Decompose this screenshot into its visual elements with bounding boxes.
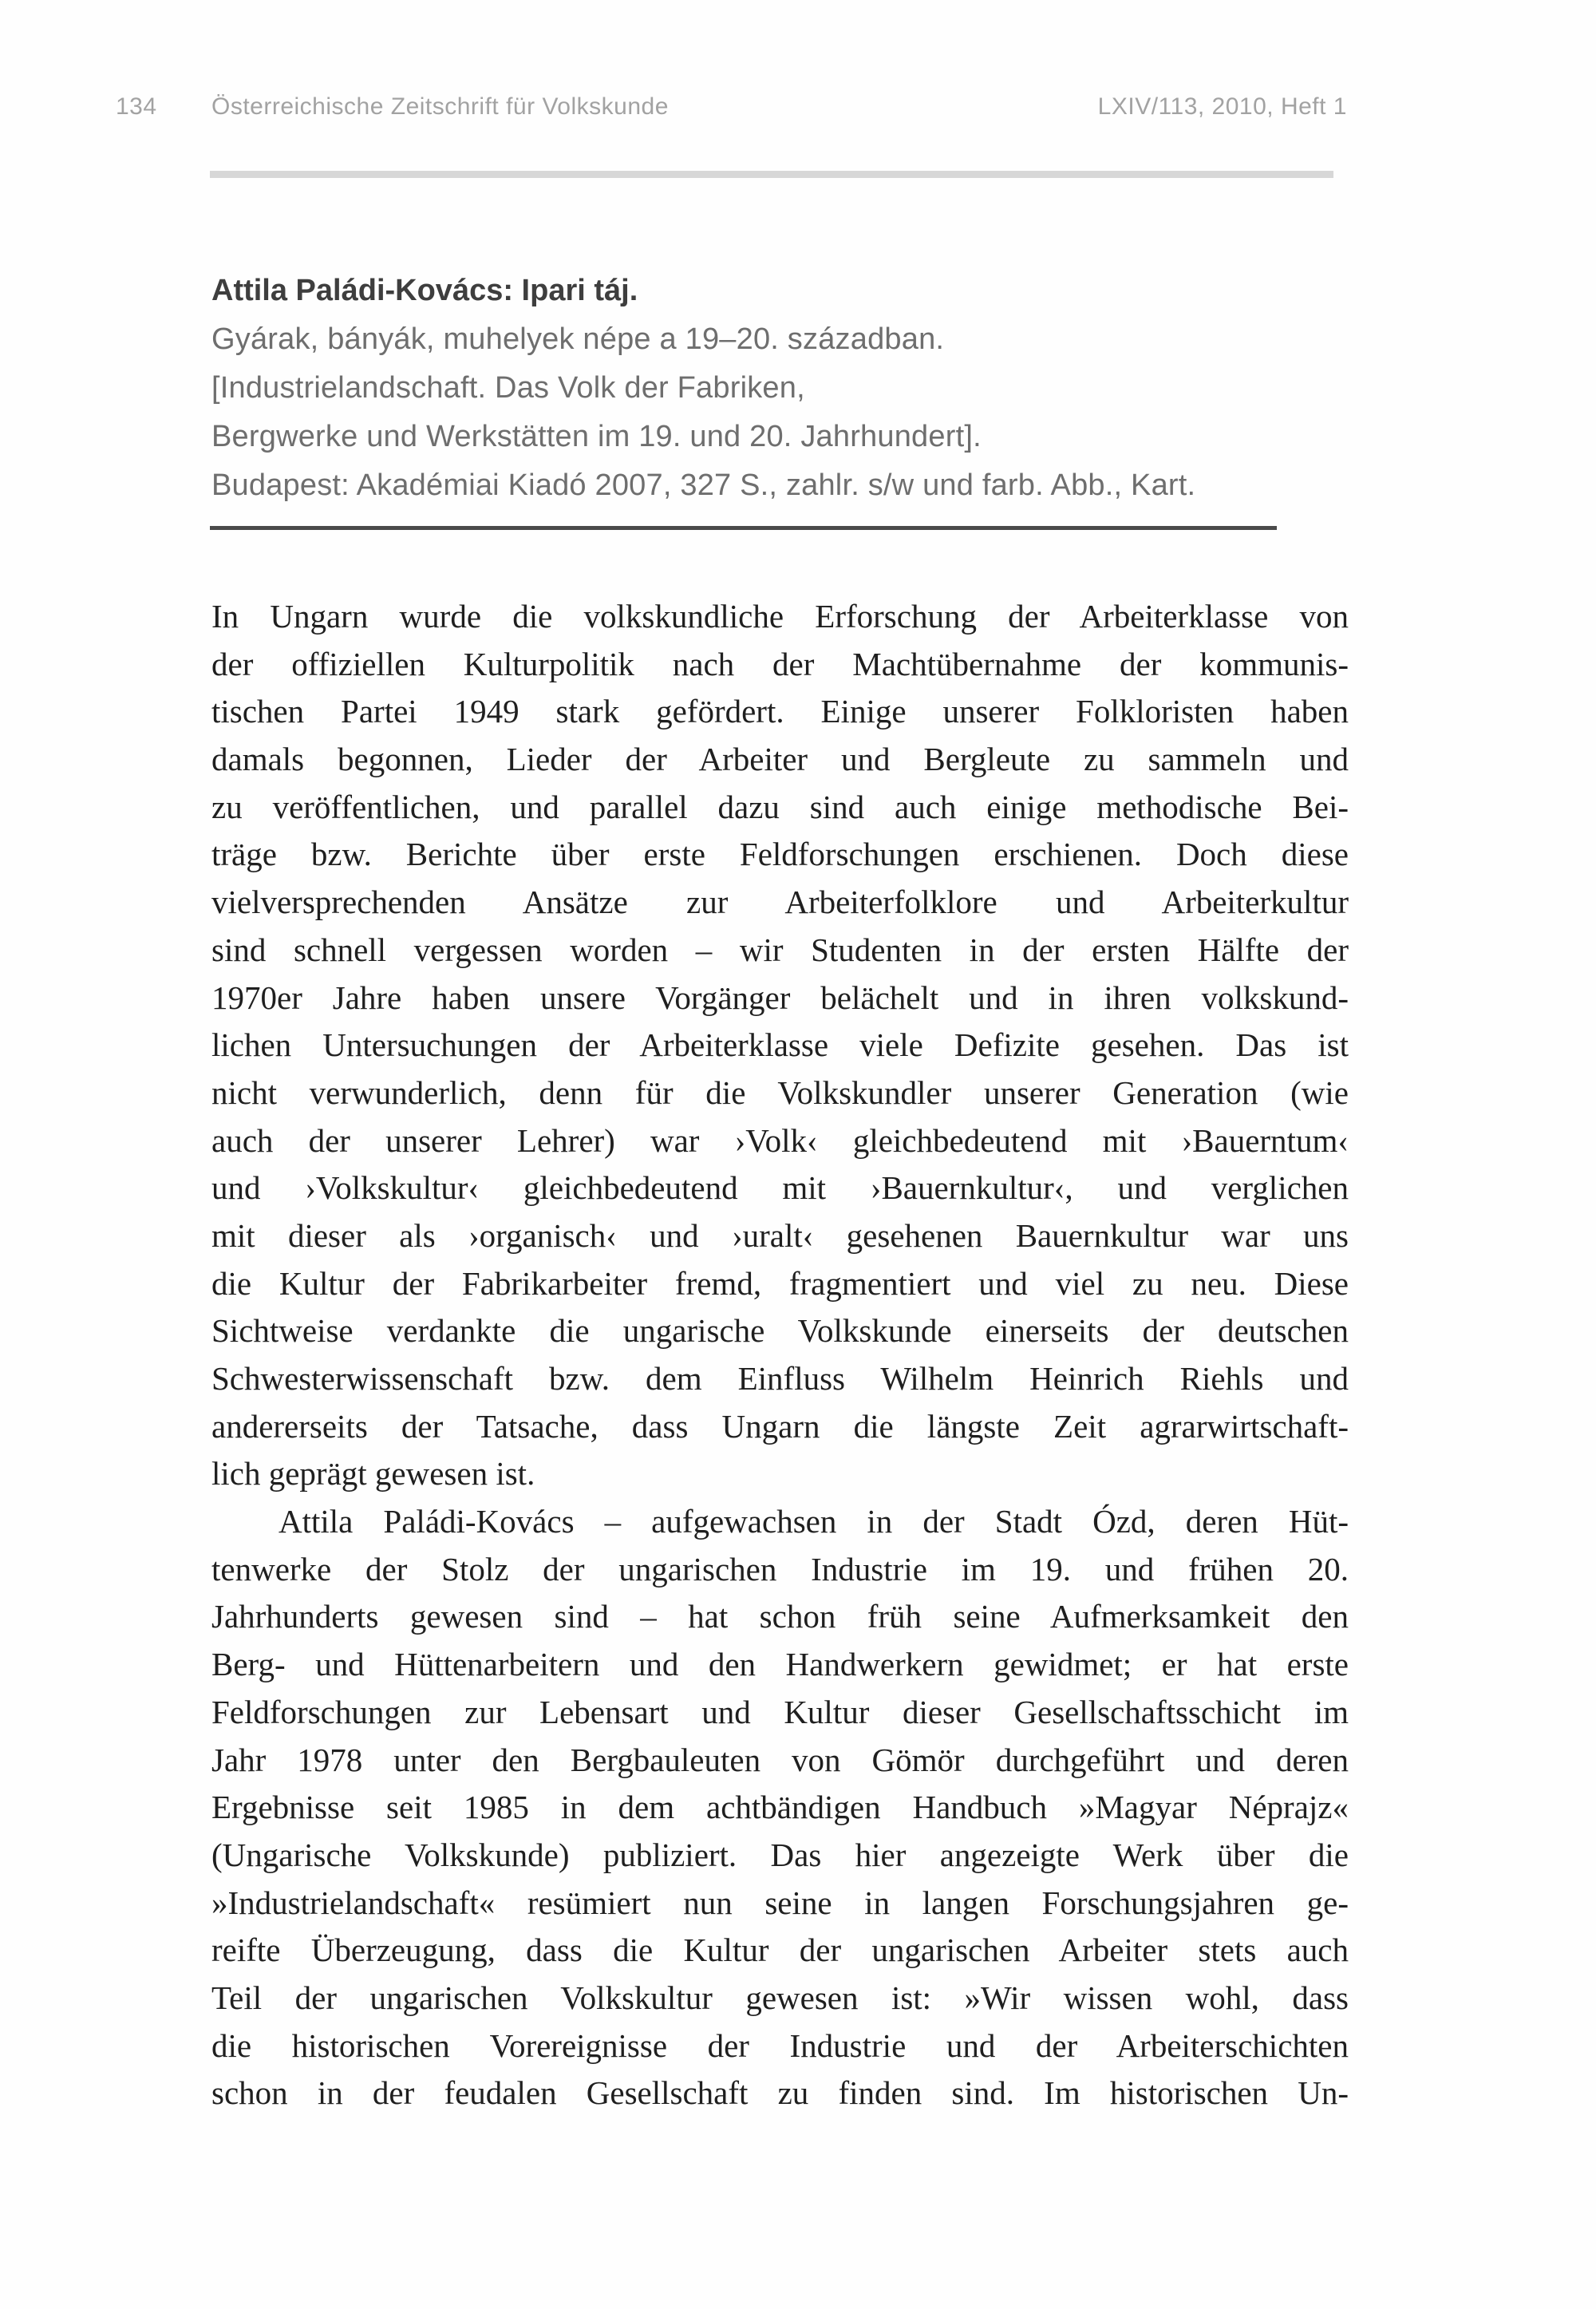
- body-line: nicht verwunderlich, denn für die Volkskundler unserer Generation (wie: [211, 1073, 1349, 1111]
- body-line: In Ungarn wurde die volkskundliche Erforschung der Arbeiterklasse von: [211, 598, 1349, 635]
- header-rule: [210, 171, 1333, 178]
- body-line: lich geprägt gewesen ist.: [211, 1455, 535, 1493]
- body-line: »Industrielandschaft« resümiert nun seine in langen Forschungsjahren ge-: [211, 1884, 1349, 1921]
- body-line: Sichtweise verdankte die ungarische Volkskunde einerseits der deutschen: [211, 1312, 1349, 1350]
- body-line: mit dieser als ›organisch‹ und ›uralt‹ gesehenen Bauernkultur war uns: [211, 1216, 1349, 1254]
- body-line: die Kultur der Fabrikarbeiter fremd, fragmentiert und viel zu neu. Diese: [211, 1264, 1349, 1302]
- body-line: tischen Partei 1949 stark gefördert. Einige unserer Folkloristen haben: [211, 693, 1349, 730]
- body-line: sind schnell vergessen worden – wir Studenten in der ersten Hälfte der: [211, 931, 1349, 968]
- body-line: Attila Paládi-Kovács – aufgewachsen in der Stadt Ózd, deren Hüt-: [279, 1503, 1349, 1540]
- body-line: zu veröffentlichen, und parallel dazu sind auch einige methodische Bei-: [211, 788, 1349, 825]
- running-header: [0, 89, 1596, 125]
- body-line: auch der unserer Lehrer) war ›Volk‹ gleichbedeutend mit ›Bauerntum‹: [211, 1121, 1349, 1159]
- review-body: [211, 593, 1349, 2117]
- body-line: und ›Volkskultur‹ gleichbedeutend mit ›Bauernkultur‹, und verglichen: [211, 1169, 1349, 1207]
- body-line: die historischen Vorereignisse der Industrie und der Arbeiterschichten: [211, 2026, 1349, 2064]
- book-imprint: Budapest: Akadémiai Kiadó 2007, 327 S., zahlr. s/w und farb. Abb., Kart.: [211, 469, 1196, 502]
- body-line: Teil der ungarischen Volkskultur gewesen ist: »Wir wissen wohl, dass: [211, 1979, 1349, 2016]
- body-line: 1970er Jahre haben unsere Vorgänger belächelt und in ihren volkskund-: [211, 979, 1349, 1016]
- book-reference: [211, 267, 1488, 510]
- issue-info: LXIV/113, 2010, Heft 1: [1097, 93, 1347, 120]
- book-subtitle-german-1: [Industrielandschaft. Das Volk der Fabriken,: [211, 371, 805, 405]
- page-number: 134: [116, 93, 157, 120]
- book-author-title: Attila Paládi-Kovács: Ipari táj.: [211, 274, 638, 307]
- book-subtitle-hungarian: Gyárak, bányák, muhelyek népe a 19–20. században.: [211, 322, 945, 356]
- body-line: (Ungarische Volkskunde) publiziert. Das hier angezeigte Werk über die: [211, 1836, 1349, 1873]
- body-line: Berg- und Hüttenarbeitern und den Handwerkern gewidmet; er hat erste: [211, 1646, 1349, 1683]
- body-line: damals begonnen, Lieder der Arbeiter und Bergleute zu sammeln und: [211, 741, 1349, 778]
- book-subtitle-german-2: Bergwerke und Werkstätten im 19. und 20. Jahrhundert].: [211, 420, 982, 453]
- body-line: reifte Überzeugung, dass die Kultur der ungarischen Arbeiter stets auch: [211, 1931, 1349, 1969]
- body-line: Ergebnisse seit 1985 in dem achtbändigen Handbuch »Magyar Néprajz«: [211, 1789, 1349, 1826]
- journal-title: Österreichische Zeitschrift für Volkskunde: [211, 93, 669, 120]
- body-line: Schwesterwissenschaft bzw. dem Einfluss Wilhelm Heinrich Riehls und: [211, 1360, 1349, 1397]
- body-line: der offiziellen Kulturpolitik nach der Machtübernahme der kommunis-: [211, 645, 1349, 682]
- body-line: Jahr 1978 unter den Bergbauleuten von Gömör durchgeführt und deren: [211, 1741, 1349, 1778]
- title-rule: [210, 526, 1277, 530]
- body-line: Feldforschungen zur Lebensart und Kultur dieser Gesellschaftsschicht im: [211, 1693, 1349, 1730]
- body-line: andererseits der Tatsache, dass Ungarn die längste Zeit agrarwirtschaft-: [211, 1407, 1349, 1445]
- body-line: schon in der feudalen Gesellschaft zu finden sind. Im historischen Un-: [211, 2074, 1349, 2112]
- body-line: vielversprechenden Ansätze zur Arbeiterfolklore und Arbeiterkultur: [211, 884, 1349, 921]
- body-line: träge bzw. Berichte über erste Feldforschungen erschienen. Doch diese: [211, 836, 1349, 873]
- body-line: Jahrhunderts gewesen sind – hat schon früh seine Aufmerksamkeit den: [211, 1598, 1349, 1635]
- body-line: lichen Untersuchungen der Arbeiterklasse viele Defizite gesehen. Das ist: [211, 1026, 1349, 1064]
- body-line: tenwerke der Stolz der ungarischen Industrie im 19. und frühen 20.: [211, 1550, 1349, 1587]
